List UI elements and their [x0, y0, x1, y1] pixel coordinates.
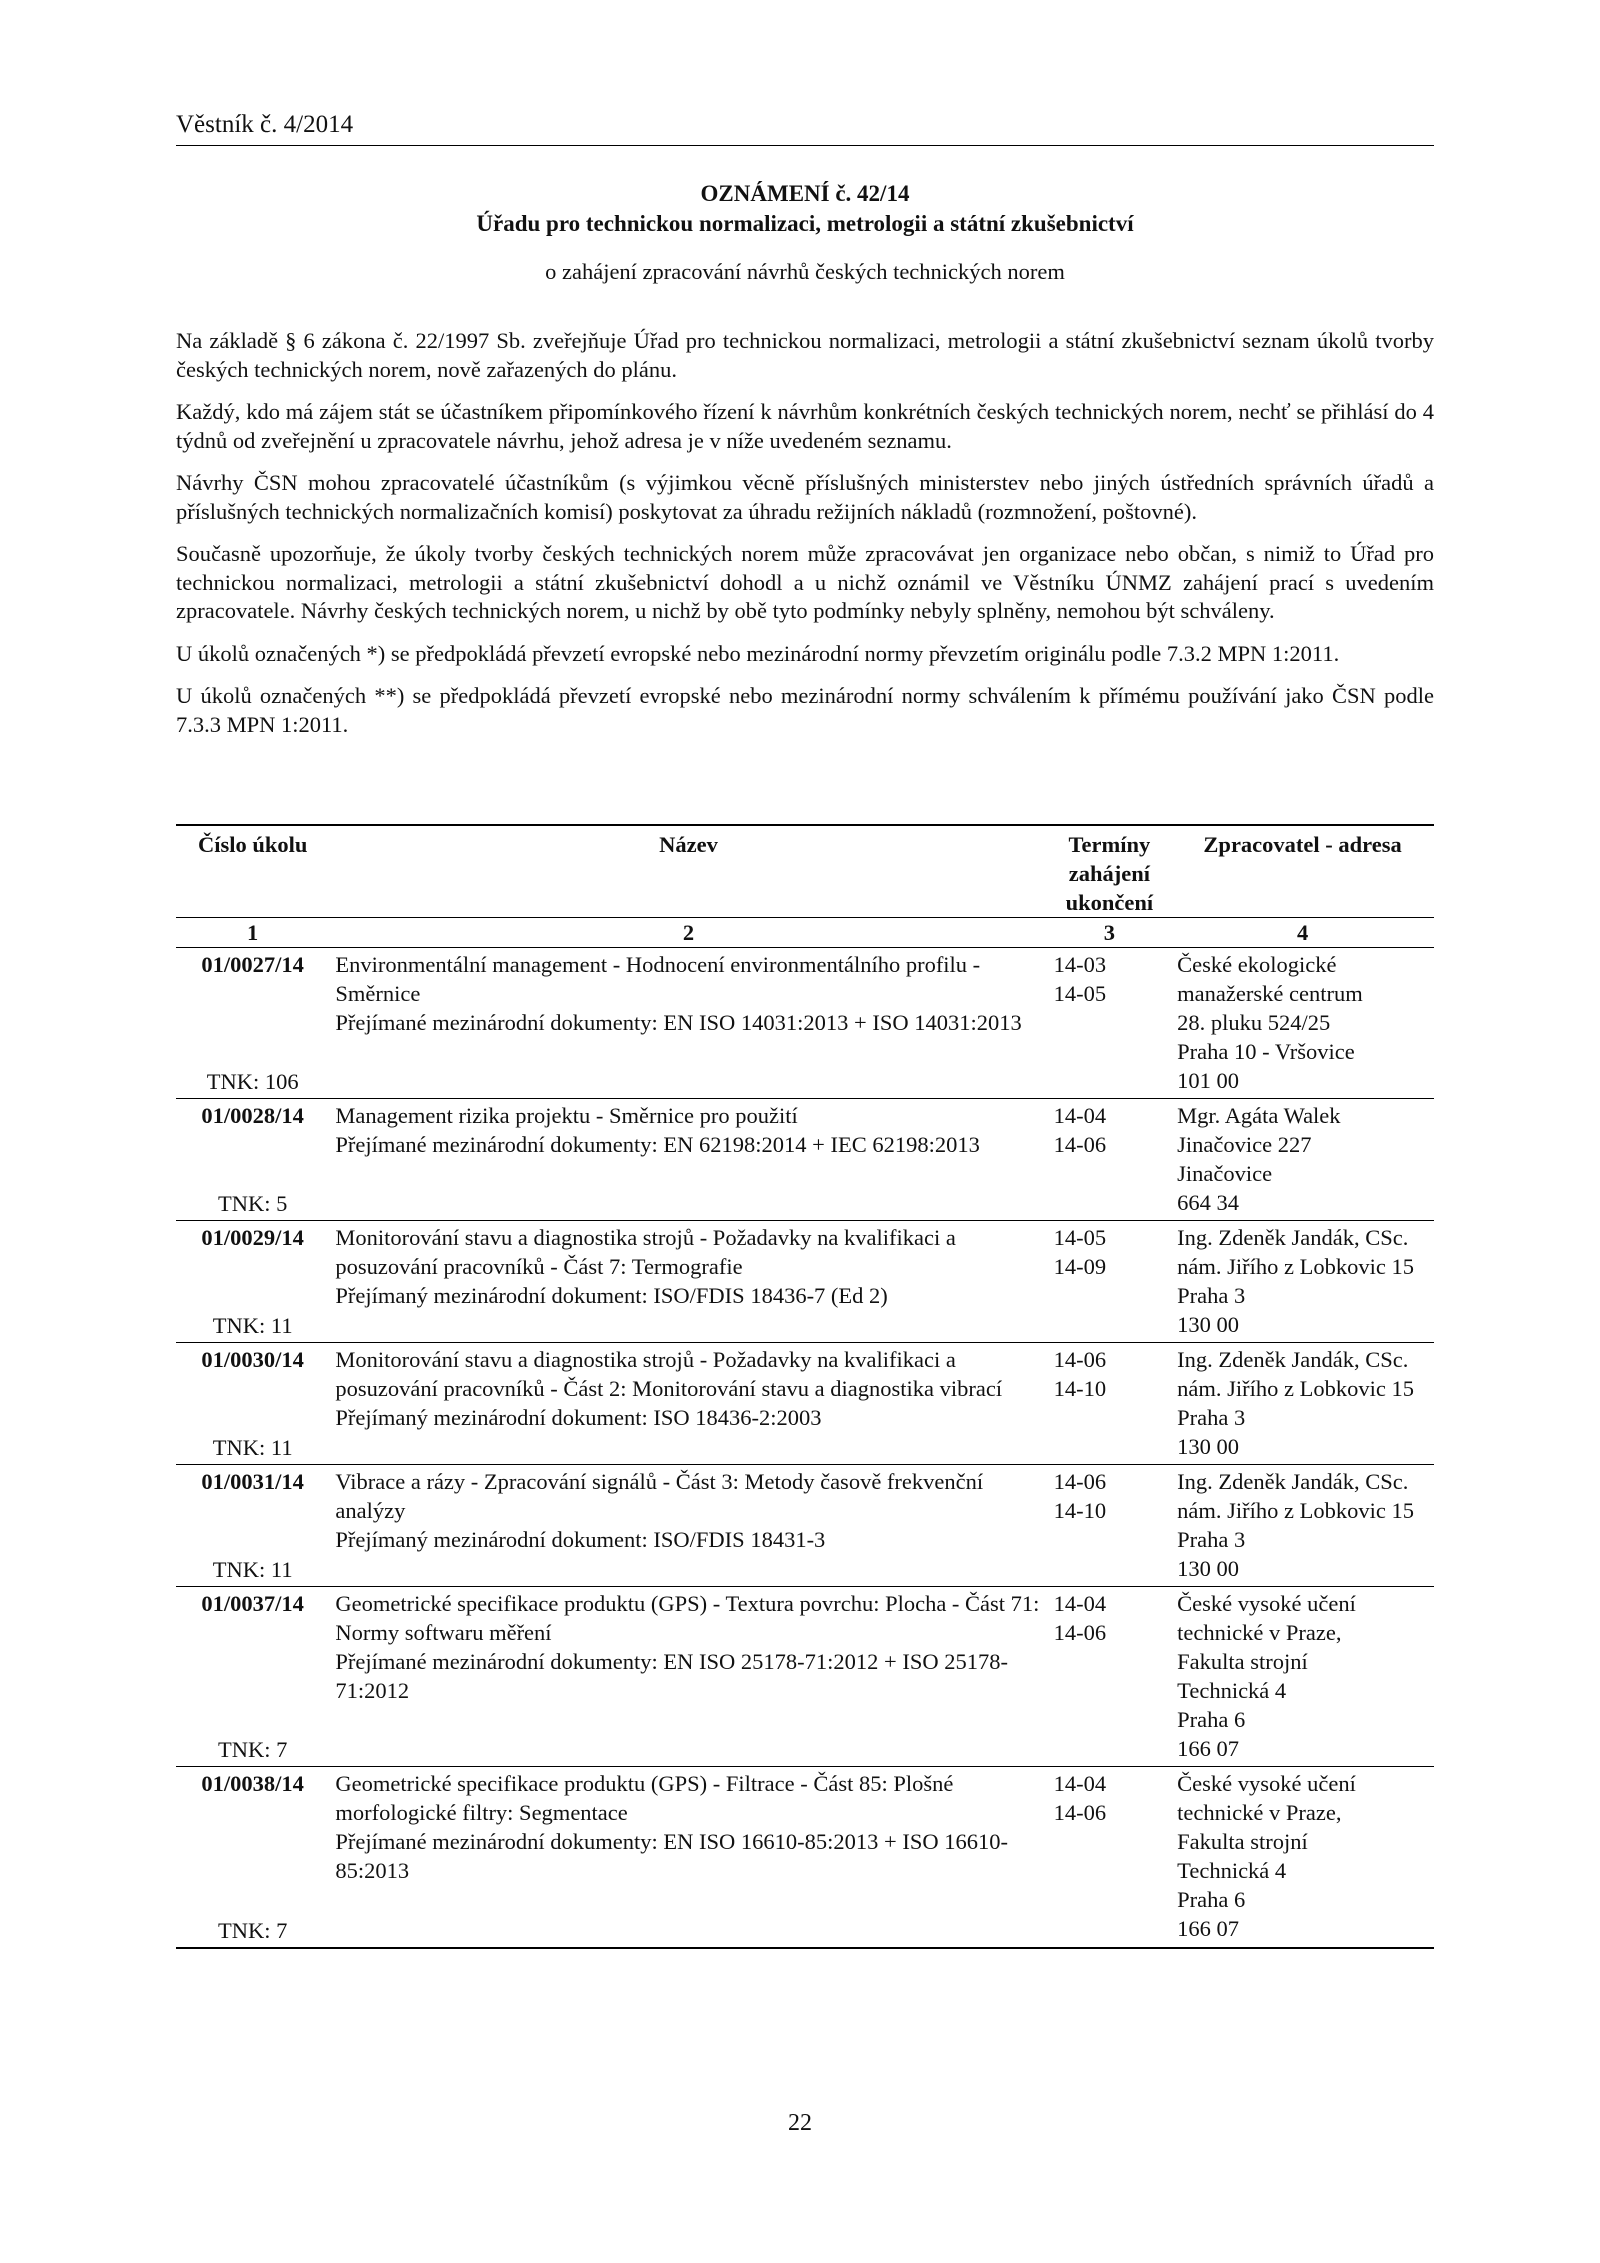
- task-number: 01/0037/14: [201, 1591, 304, 1616]
- col-header-dates: [1048, 825, 1172, 918]
- processor-address-line: České vysoké učení: [1177, 1771, 1356, 1796]
- column-number-row: [176, 918, 1434, 948]
- processor-address-line: Mgr. Agáta Walek: [1177, 1103, 1341, 1128]
- task-dates-cell: [1048, 1221, 1172, 1343]
- announcement-body: [176, 327, 1434, 753]
- task-title: Monitorování stavu a diagnostika strojů - Požadavky na kvalifikaci a posuzování pracovníků - Část 7: Termografie: [335, 1225, 956, 1279]
- processor-address-line: České ekologické: [1177, 952, 1337, 977]
- task-name-cell: [329, 1587, 1047, 1767]
- end-date: 14-09: [1053, 1254, 1107, 1279]
- processor-address-line: Praha 3: [1177, 1283, 1246, 1308]
- start-date: 14-05: [1053, 1225, 1107, 1250]
- task-dates-cell: [1048, 948, 1172, 1099]
- paragraph: Současně upozorňuje, že úkoly tvorby českých technických norem může zpracovávat jen organizace nebo občan, s nimiž to Úřad pro technickou normalizaci, metrologii a státní zkušebnictví dohodl a u nichž oznámil ve Věstníku ÚNMZ zahájení prací s uvedením zpracovatele. Návrhy českých technických norem, u nichž by obě tyto podmínky nebyly splněny, nemohou být schváleny.: [176, 541, 1434, 623]
- tnk-label: TNK: 106: [206, 1069, 299, 1094]
- adopted-documents: Přejímaný mezinárodní dokument: ISO 18436-2:2003: [335, 1405, 822, 1430]
- processor-cell: [1171, 1465, 1434, 1587]
- processor-cell: [1171, 1099, 1434, 1221]
- table-row: [176, 1465, 1434, 1587]
- processor-address-line: 130 00: [1177, 1434, 1240, 1459]
- start-date: 14-04: [1053, 1771, 1107, 1796]
- col-header-task-number: Číslo úkolu: [176, 825, 329, 918]
- processor-address-line: 130 00: [1177, 1312, 1240, 1337]
- column-number: 2: [329, 918, 1047, 948]
- processor-cell: [1171, 1767, 1434, 1948]
- task-name-cell: [329, 1767, 1047, 1948]
- processor-address-line: 130 00: [1177, 1556, 1240, 1581]
- task-number-cell: [176, 1587, 329, 1767]
- end-date: 14-06: [1053, 1620, 1107, 1645]
- tnk-label: TNK: 11: [212, 1557, 293, 1582]
- task-number: 01/0028/14: [201, 1103, 304, 1128]
- table-body: [176, 948, 1434, 1948]
- task-title: Vibrace a rázy - Zpracování signálů - Část 3: Metody časově frekvenční analýzy: [335, 1469, 984, 1523]
- end-date: 14-06: [1053, 1800, 1107, 1825]
- start-date: 14-04: [1053, 1103, 1107, 1128]
- processor-cell: [1171, 948, 1434, 1099]
- task-number: 01/0031/14: [201, 1469, 304, 1494]
- tnk-label: TNK: 11: [212, 1313, 293, 1338]
- processor-address-line: Technická 4: [1177, 1858, 1287, 1883]
- processor-address-line: 166 07: [1177, 1916, 1240, 1941]
- task-number: 01/0027/14: [201, 952, 304, 977]
- tnk-label: TNK: 5: [217, 1191, 288, 1216]
- task-name-cell: [329, 1221, 1047, 1343]
- processor-cell: [1171, 1587, 1434, 1767]
- processor-address-line: Jinačovice: [1177, 1161, 1273, 1186]
- task-dates-cell: [1048, 1465, 1172, 1587]
- table-row: [176, 1221, 1434, 1343]
- task-number: 01/0038/14: [201, 1771, 304, 1796]
- processor-address-line: 166 07: [1177, 1736, 1240, 1761]
- table-row: [176, 948, 1434, 1099]
- task-title: Environmentální management - Hodnocení environmentálního profilu - Směrnice: [335, 952, 981, 1006]
- table-row: [176, 1767, 1434, 1948]
- processor-address-line: nám. Jiřího z Lobkovic 15: [1177, 1498, 1415, 1523]
- tnk-label: TNK: 7: [217, 1917, 288, 1943]
- start-date: 14-06: [1053, 1347, 1107, 1372]
- processor-address-line: Praha 10 - Vršovice: [1177, 1039, 1355, 1064]
- adopted-documents: Přejímaný mezinárodní dokument: ISO/FDIS 18436-7 (Ed 2): [335, 1283, 888, 1308]
- journal-header: Věstník č. 4/2014: [176, 110, 1434, 146]
- col-header-name: Název: [329, 825, 1047, 918]
- end-date: 14-06: [1053, 1132, 1107, 1157]
- adopted-documents: Přejímané mezinárodní dokumenty: EN ISO 14031:2013 + ISO 14031:2013: [335, 1010, 1022, 1035]
- table-row: [176, 1343, 1434, 1465]
- task-number: 01/0029/14: [201, 1225, 304, 1250]
- col-header-processor: Zpracovatel - adresa: [1171, 825, 1434, 918]
- adopted-documents: Přejímané mezinárodní dokumenty: EN ISO 25178-71:2012 + ISO 25178-71:2012: [335, 1649, 1008, 1703]
- adopted-documents: Přejímaný mezinárodní dokument: ISO/FDIS 18431-3: [335, 1527, 826, 1552]
- processor-address-line: manažerské centrum: [1177, 981, 1363, 1006]
- processor-address-line: Fakulta strojní: [1177, 1649, 1308, 1674]
- start-date: 14-03: [1053, 952, 1107, 977]
- task-number-cell: [176, 1099, 329, 1221]
- column-number: 4: [1171, 918, 1434, 948]
- paragraph: Návrhy ČSN mohou zpracovatelé účastníkům (s výjimkou věcně příslušných ministerstev nebo jiných ústředních správních úřadů a příslušných technických normalizačních komisí) poskytovat za úhradu režijních nákladů (rozmnožení, poštovné).: [176, 470, 1434, 524]
- processor-address-line: Praha 3: [1177, 1405, 1246, 1430]
- task-number-cell: [176, 1465, 329, 1587]
- task-number-cell: [176, 1767, 329, 1948]
- task-name-cell: [329, 948, 1047, 1099]
- table-row: [176, 1099, 1434, 1221]
- start-date: 14-04: [1053, 1591, 1107, 1616]
- task-dates-cell: [1048, 1767, 1172, 1948]
- col-header-dates-line: ukončení: [1065, 890, 1154, 915]
- processor-cell: [1171, 1343, 1434, 1465]
- processor-address-line: Fakulta strojní: [1177, 1829, 1308, 1854]
- col-header-dates-line: zahájení: [1068, 861, 1150, 886]
- task-dates-cell: [1048, 1099, 1172, 1221]
- processor-address-line: nám. Jiřího z Lobkovic 15: [1177, 1376, 1415, 1401]
- end-date: 14-10: [1053, 1498, 1107, 1523]
- processor-address-line: Praha 6: [1177, 1707, 1246, 1732]
- task-dates-cell: [1048, 1343, 1172, 1465]
- paragraph: U úkolů označených **) se předpokládá převzetí evropské nebo mezinárodní normy schválením k přímému používání jako ČSN podle 7.3.3 MPN 1:2011.: [176, 683, 1434, 737]
- adopted-documents: Přejímané mezinárodní dokumenty: EN 62198:2014 + IEC 62198:2013: [335, 1132, 980, 1157]
- processor-address-line: technické v Praze,: [1177, 1800, 1342, 1825]
- processor-address-line: Praha 3: [1177, 1527, 1246, 1552]
- column-number: 1: [176, 918, 329, 948]
- tasks-table: [176, 824, 1434, 1949]
- announcement-authority: Úřadu pro technickou normalizaci, metrologii a státní zkušebnictví: [476, 211, 1134, 236]
- table-header-row: [176, 825, 1434, 918]
- announcement-title-block: [176, 180, 1434, 286]
- task-number-cell: [176, 1221, 329, 1343]
- processor-address-line: Ing. Zdeněk Jandák, CSc.: [1177, 1225, 1409, 1250]
- processor-address-line: Praha 6: [1177, 1887, 1246, 1912]
- task-name-cell: [329, 1099, 1047, 1221]
- processor-address-line: technické v Praze,: [1177, 1620, 1342, 1645]
- task-number-cell: [176, 1343, 329, 1465]
- announcement-subject: o zahájení zpracování návrhů českých technických norem: [545, 259, 1065, 284]
- announcement-title: OZNÁMENÍ č. 42/14: [700, 181, 910, 206]
- task-number: 01/0030/14: [201, 1347, 304, 1372]
- processor-address-line: nám. Jiřího z Lobkovic 15: [1177, 1254, 1415, 1279]
- task-name-cell: [329, 1343, 1047, 1465]
- task-dates-cell: [1048, 1587, 1172, 1767]
- paragraph: U úkolů označených *) se předpokládá převzetí evropské nebo mezinárodní normy převzetím originálu podle 7.3.2 MPN 1:2011.: [176, 640, 1340, 666]
- task-title: Management rizika projektu - Směrnice pro použití: [335, 1103, 798, 1128]
- end-date: 14-10: [1053, 1376, 1107, 1401]
- tnk-label: TNK: 11: [212, 1435, 293, 1460]
- processor-address-line: 28. pluku 524/25: [1177, 1010, 1331, 1035]
- paragraph: Každý, kdo má zájem stát se účastníkem připomínkového řízení k návrhům konkrétních českých technických norem, nechť se přihlásí do 4 týdnů od zveřejnění u zpracovatele návrhu, jehož adresa je v níže uvedeném seznamu.: [176, 399, 1434, 453]
- paragraph: Na základě § 6 zákona č. 22/1997 Sb. zveřejňuje Úřad pro technickou normalizaci, metrologii a státní zkušebnictví seznam úkolů tvorby českých technických norem, nově zařazených do plánu.: [176, 328, 1434, 382]
- end-date: 14-05: [1053, 981, 1107, 1006]
- page-number: 22: [788, 2110, 812, 2136]
- processor-address-line: 664 34: [1177, 1190, 1240, 1215]
- task-title: Geometrické specifikace produktu (GPS) - Filtrace - Část 85: Plošné morfologické filtry: Segmentace: [335, 1771, 954, 1825]
- task-number-cell: [176, 948, 329, 1099]
- task-name-cell: [329, 1465, 1047, 1587]
- table-row: [176, 1587, 1434, 1767]
- task-title: Geometrické specifikace produktu (GPS) - Textura povrchu: Plocha - Část 71: Normy softwaru měření: [335, 1591, 1040, 1645]
- processor-address-line: České vysoké učení: [1177, 1591, 1356, 1616]
- tnk-label: TNK: 7: [217, 1737, 288, 1762]
- col-header-dates-line: Termíny: [1068, 832, 1151, 857]
- start-date: 14-06: [1053, 1469, 1107, 1494]
- processor-address-line: Technická 4: [1177, 1678, 1287, 1703]
- column-number: 3: [1048, 918, 1172, 948]
- adopted-documents: Přejímané mezinárodní dokumenty: EN ISO 16610-85:2013 + ISO 16610-85:2013: [335, 1829, 1008, 1883]
- processor-address-line: Jinačovice 227: [1177, 1132, 1312, 1157]
- processor-address-line: Ing. Zdeněk Jandák, CSc.: [1177, 1469, 1409, 1494]
- processor-address-line: Ing. Zdeněk Jandák, CSc.: [1177, 1347, 1409, 1372]
- task-title: Monitorování stavu a diagnostika strojů - Požadavky na kvalifikaci a posuzování pracovníků - Část 2: Monitorování stavu a diagnostika vibrací: [335, 1347, 1003, 1401]
- processor-address-line: 101 00: [1177, 1068, 1240, 1093]
- processor-cell: [1171, 1221, 1434, 1343]
